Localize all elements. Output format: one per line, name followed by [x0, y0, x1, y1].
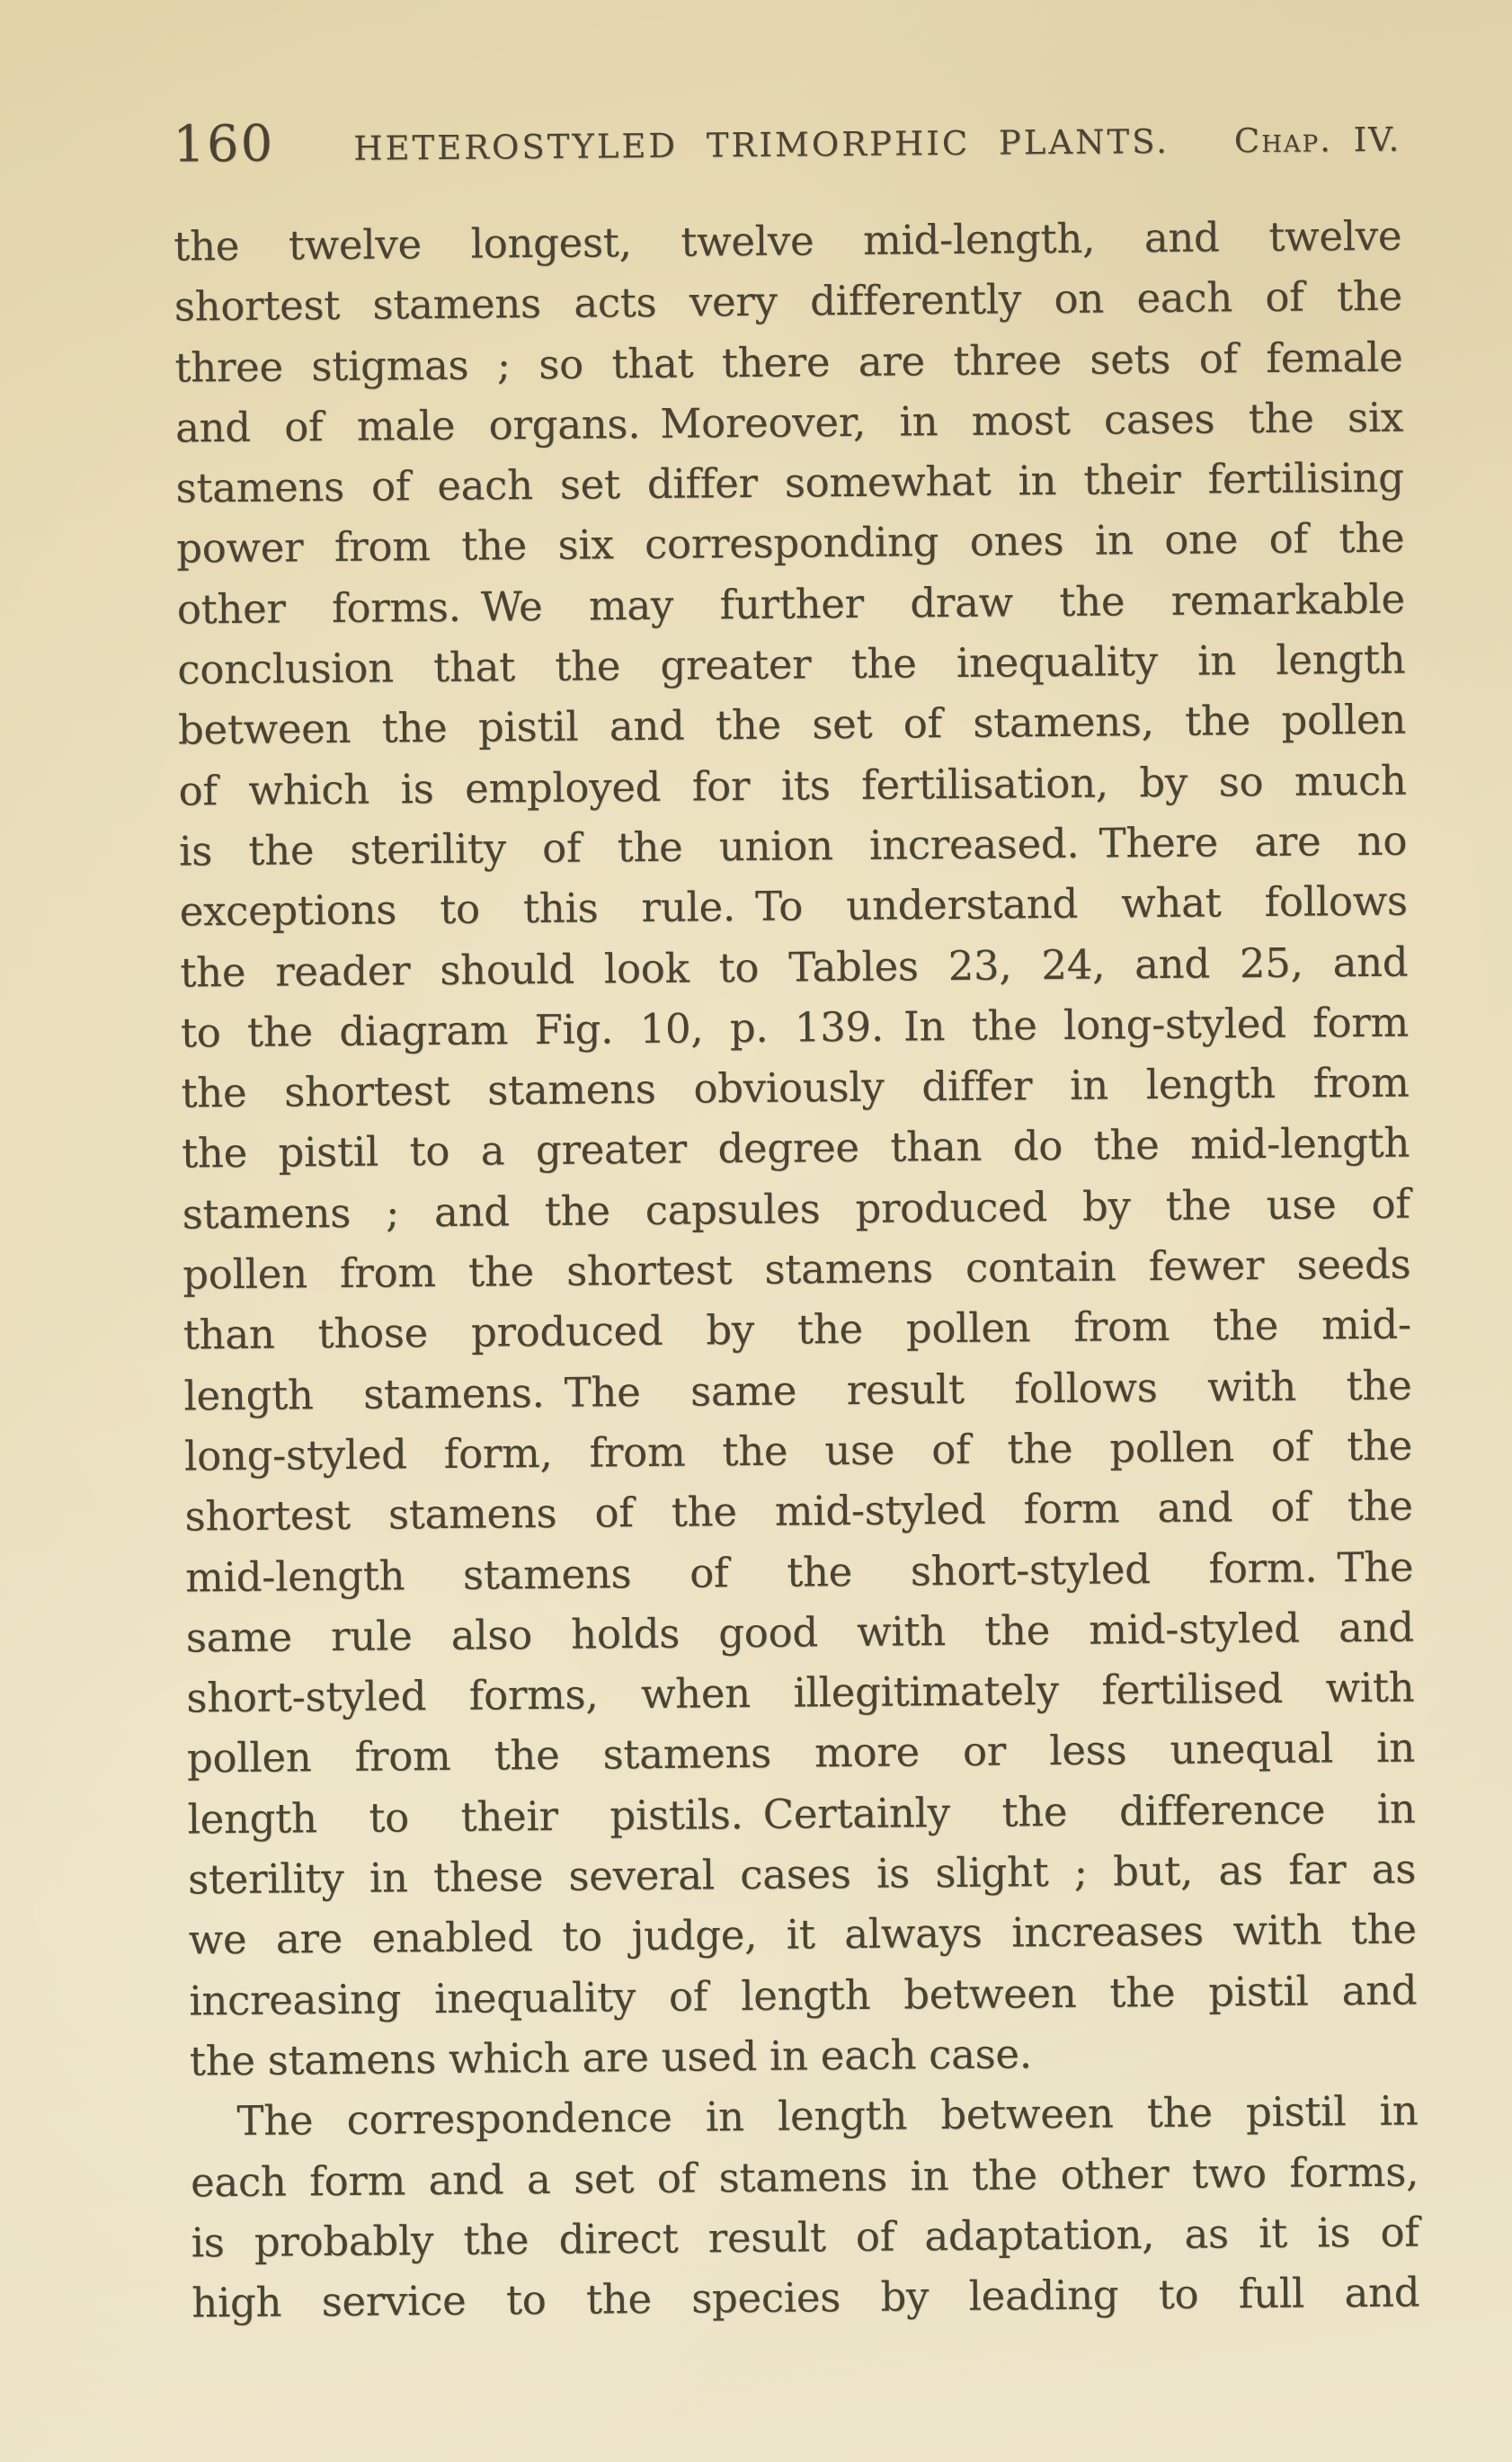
text-line: mid-length stamens of the short-styled form. The	[184, 1542, 1414, 1602]
text-line: increasing inequality of length between the pistil and	[189, 1966, 1418, 2025]
text-line: is the sterility of the union increased. There are no	[178, 816, 1408, 875]
chapter-label: Chap. IV.	[1233, 120, 1401, 161]
text-line: shortest stamens acts very differently on each of the	[173, 271, 1403, 331]
page-body	[173, 206, 1420, 2333]
text-line: and of male organs. Moreover, in most cases the six	[174, 393, 1404, 452]
text-line: other forms. We may further draw the remarkable	[176, 574, 1406, 634]
text-line: than those produced by the pollen from the mid-	[182, 1300, 1412, 1359]
text-line: the reader should look to Tables 23, 24, and 25, and	[180, 938, 1409, 997]
text-line: sterility in these several cases is slight ; but, as far as	[187, 1844, 1417, 1904]
text-line: stamens of each set differ somewhat in their fertilising	[175, 453, 1404, 512]
text-line: power from the six corresponding ones in one of the	[176, 514, 1405, 573]
text-line: high service to the species by leading to full and	[191, 2268, 1420, 2327]
text-line: is probably the direct result of adaptation, as it is of	[191, 2208, 1419, 2267]
text-line: The correspondence in length between the pistil in	[236, 2086, 1419, 2146]
text-line: short-styled forms, when illegitimately fertilised with	[186, 1663, 1415, 1722]
page-number: 160	[173, 114, 275, 174]
text-line: of which is employed for its fertilisation, by so much	[178, 756, 1407, 815]
page-header	[173, 105, 1401, 172]
text-line: same rule also holds good with the mid-styled and	[185, 1603, 1414, 1662]
text-line: long-styled form, from the use of the pollen of the	[183, 1421, 1413, 1480]
text-line: the pistil to a greater degree than do the mid-length	[181, 1119, 1410, 1178]
text-line: pollen from the stamens more or less unequal in	[186, 1723, 1416, 1782]
text-line: each form and a set of stamens in the other two forms,	[190, 2147, 1419, 2206]
text-line: exceptions to this rule. To understand what follows	[179, 876, 1408, 936]
text-line: the twelve longest, twelve mid-length, and twelve	[173, 211, 1402, 271]
text-line: the shortest stamens obviously differ in length from	[181, 1058, 1410, 1117]
text-line: stamens ; and the capsules produced by the use of	[182, 1179, 1410, 1239]
text-line: to the diagram Fig. 10, p. 139. In the long-styled form	[180, 998, 1410, 1057]
text-line: three stigmas ; so that there are three sets of female	[174, 333, 1403, 392]
text-line: the stamens which are used in each case.	[189, 2030, 1032, 2085]
text-line: length stamens. The same result follows with the	[183, 1361, 1412, 1420]
text-line: between the pistil and the set of stamens, the pollen	[177, 695, 1407, 754]
text-line: shortest stamens of the mid-styled form and of the	[184, 1481, 1413, 1541]
text-line: we are enabled to judge, it always increases with the	[188, 1905, 1417, 1964]
text-line: conclusion that the greater the inequality in length	[177, 635, 1406, 694]
text-line: length to their pistils. Certainly the difference in	[187, 1784, 1416, 1844]
running-title: HETEROSTYLED TRIMORPHIC PLANTS.	[353, 121, 1170, 168]
scanned-sheet	[173, 105, 1419, 2333]
text-line: pollen from the shortest stamens contain fewer seeds	[182, 1240, 1411, 1299]
